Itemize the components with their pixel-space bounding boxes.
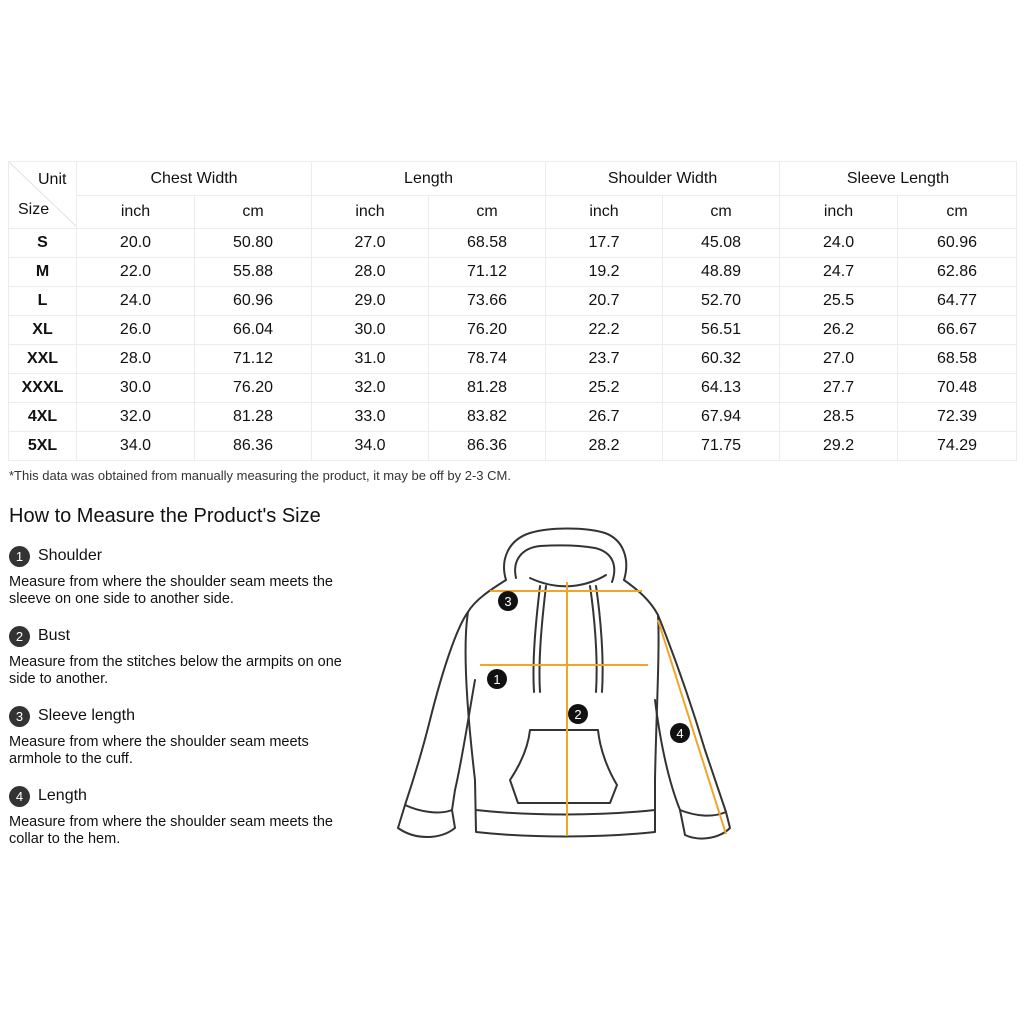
- size-cell: L: [9, 287, 77, 316]
- value-cell: 24.0: [77, 287, 195, 316]
- value-cell: 32.0: [312, 374, 429, 403]
- measurement-markers: [487, 591, 690, 743]
- marker-3-label: 3: [504, 594, 512, 609]
- size-cell: XXXL: [9, 374, 77, 403]
- step-sleeve-length: [9, 705, 369, 768]
- value-cell: 28.0: [77, 345, 195, 374]
- step-number-badge: 3: [9, 706, 30, 727]
- size-cell: 5XL: [9, 432, 77, 461]
- subhead-shoulder-cm: cm: [663, 196, 780, 229]
- value-cell: 27.7: [780, 374, 898, 403]
- value-cell: 26.0: [77, 316, 195, 345]
- table-row: [9, 345, 1017, 374]
- value-cell: 81.28: [195, 403, 312, 432]
- value-cell: 19.2: [546, 258, 663, 287]
- waistband: [476, 810, 655, 815]
- step-label: Length: [38, 787, 87, 804]
- value-cell: 22.0: [77, 258, 195, 287]
- value-cell: 24.0: [780, 229, 898, 258]
- sleeve-line: [658, 620, 726, 834]
- value-cell: 71.12: [195, 345, 312, 374]
- size-chart-table: [8, 161, 1017, 461]
- value-cell: 29.0: [312, 287, 429, 316]
- value-cell: 60.96: [898, 229, 1017, 258]
- value-cell: 66.04: [195, 316, 312, 345]
- value-cell: 72.39: [898, 403, 1017, 432]
- value-cell: 32.0: [77, 403, 195, 432]
- measurement-disclaimer: *This data was obtained from manually measuring the product, it may be off by 2-3 CM.: [9, 468, 511, 483]
- value-cell: 55.88: [195, 258, 312, 287]
- value-cell: 33.0: [312, 403, 429, 432]
- hood-inner: [515, 545, 614, 582]
- size-cell: XL: [9, 316, 77, 345]
- value-cell: 25.2: [546, 374, 663, 403]
- value-cell: 76.20: [195, 374, 312, 403]
- subhead-length-inch: inch: [312, 196, 429, 229]
- value-cell: 81.28: [429, 374, 546, 403]
- value-cell: 48.89: [663, 258, 780, 287]
- value-cell: 27.0: [312, 229, 429, 258]
- value-cell: 74.29: [898, 432, 1017, 461]
- kangaroo-pocket: [510, 730, 617, 803]
- table-row: [9, 287, 1017, 316]
- step-number-badge: 1: [9, 546, 30, 567]
- table-row: [9, 316, 1017, 345]
- step-label: Bust: [38, 627, 71, 644]
- step-description: Measure from where the shoulder seam meets armhole to the cuff.: [9, 734, 309, 767]
- table-row: [9, 432, 1017, 461]
- step-label: Shoulder: [38, 547, 103, 564]
- value-cell: 34.0: [312, 432, 429, 461]
- right-sleeve-inner: [655, 700, 680, 810]
- step-shoulder: [9, 545, 369, 608]
- value-cell: 22.2: [546, 316, 663, 345]
- value-cell: 73.66: [429, 287, 546, 316]
- hoodie-measurement-diagram: [390, 520, 740, 850]
- table-row: [9, 374, 1017, 403]
- value-cell: 50.80: [195, 229, 312, 258]
- left-cuff: [398, 805, 455, 837]
- subhead-length-cm: cm: [429, 196, 546, 229]
- value-cell: 60.96: [195, 287, 312, 316]
- body-outline: [466, 580, 659, 837]
- drawstring-left-2: [539, 586, 546, 692]
- step-number-badge: 2: [9, 626, 30, 647]
- value-cell: 62.86: [898, 258, 1017, 287]
- subhead-sleeve-cm: cm: [898, 196, 1017, 229]
- value-cell: 86.36: [429, 432, 546, 461]
- value-cell: 28.2: [546, 432, 663, 461]
- step-label: Sleeve length: [38, 707, 135, 724]
- step-description: Measure from where the shoulder seam meets the collar to the hem.: [9, 814, 333, 847]
- marker-4-label: 4: [676, 726, 684, 741]
- size-cell: M: [9, 258, 77, 287]
- value-cell: 64.13: [663, 374, 780, 403]
- value-cell: 71.75: [663, 432, 780, 461]
- table-row: [9, 258, 1017, 287]
- subhead-shoulder-inch: inch: [546, 196, 663, 229]
- subhead-sleeve-inch: inch: [780, 196, 898, 229]
- col-group-sleeve-length: Sleeve Length: [780, 162, 1017, 196]
- col-group-chest-width: Chest Width: [77, 162, 312, 196]
- value-cell: 26.2: [780, 316, 898, 345]
- value-cell: 20.7: [546, 287, 663, 316]
- value-cell: 66.67: [898, 316, 1017, 345]
- table-row: [9, 403, 1017, 432]
- value-cell: 86.36: [195, 432, 312, 461]
- subhead-chest-cm: cm: [195, 196, 312, 229]
- marker-2-label: 2: [574, 707, 582, 722]
- step-length: [9, 785, 369, 848]
- value-cell: 64.77: [898, 287, 1017, 316]
- drawstring-right: [590, 586, 597, 692]
- right-sleeve-outer: [658, 615, 726, 812]
- value-cell: 70.48: [898, 374, 1017, 403]
- corner-size-label: Size: [18, 201, 50, 218]
- unit-size-corner-cell: [9, 162, 77, 229]
- subhead-chest-inch: inch: [77, 196, 195, 229]
- corner-unit-label: Unit: [38, 171, 67, 188]
- howto-title: How to Measure the Product's Size: [9, 505, 321, 527]
- step-number-badge: 4: [9, 786, 30, 807]
- value-cell: 17.7: [546, 229, 663, 258]
- size-cell: 4XL: [9, 403, 77, 432]
- value-cell: 24.7: [780, 258, 898, 287]
- hoodie-outline: [398, 529, 730, 839]
- value-cell: 67.94: [663, 403, 780, 432]
- value-cell: 28.0: [312, 258, 429, 287]
- value-cell: 23.7: [546, 345, 663, 374]
- value-cell: 71.12: [429, 258, 546, 287]
- step-description: Measure from the stitches below the armpits on one side to another.: [9, 654, 342, 687]
- value-cell: 83.82: [429, 403, 546, 432]
- marker-1-label: 1: [493, 672, 501, 687]
- value-cell: 30.0: [312, 316, 429, 345]
- value-cell: 68.58: [898, 345, 1017, 374]
- value-cell: 68.58: [429, 229, 546, 258]
- value-cell: 28.5: [780, 403, 898, 432]
- step-description: Measure from where the shoulder seam meets the sleeve on one side to another side.: [9, 574, 333, 607]
- size-cell: XXL: [9, 345, 77, 374]
- col-group-length: Length: [312, 162, 546, 196]
- value-cell: 45.08: [663, 229, 780, 258]
- value-cell: 30.0: [77, 374, 195, 403]
- table-row: [9, 229, 1017, 258]
- size-cell: S: [9, 229, 77, 258]
- value-cell: 60.32: [663, 345, 780, 374]
- value-cell: 78.74: [429, 345, 546, 374]
- value-cell: 34.0: [77, 432, 195, 461]
- value-cell: 29.2: [780, 432, 898, 461]
- value-cell: 26.7: [546, 403, 663, 432]
- value-cell: 20.0: [77, 229, 195, 258]
- value-cell: 52.70: [663, 287, 780, 316]
- value-cell: 56.51: [663, 316, 780, 345]
- value-cell: 76.20: [429, 316, 546, 345]
- value-cell: 27.0: [780, 345, 898, 374]
- col-group-shoulder-width: Shoulder Width: [546, 162, 780, 196]
- value-cell: 31.0: [312, 345, 429, 374]
- step-bust: [9, 625, 369, 688]
- value-cell: 25.5: [780, 287, 898, 316]
